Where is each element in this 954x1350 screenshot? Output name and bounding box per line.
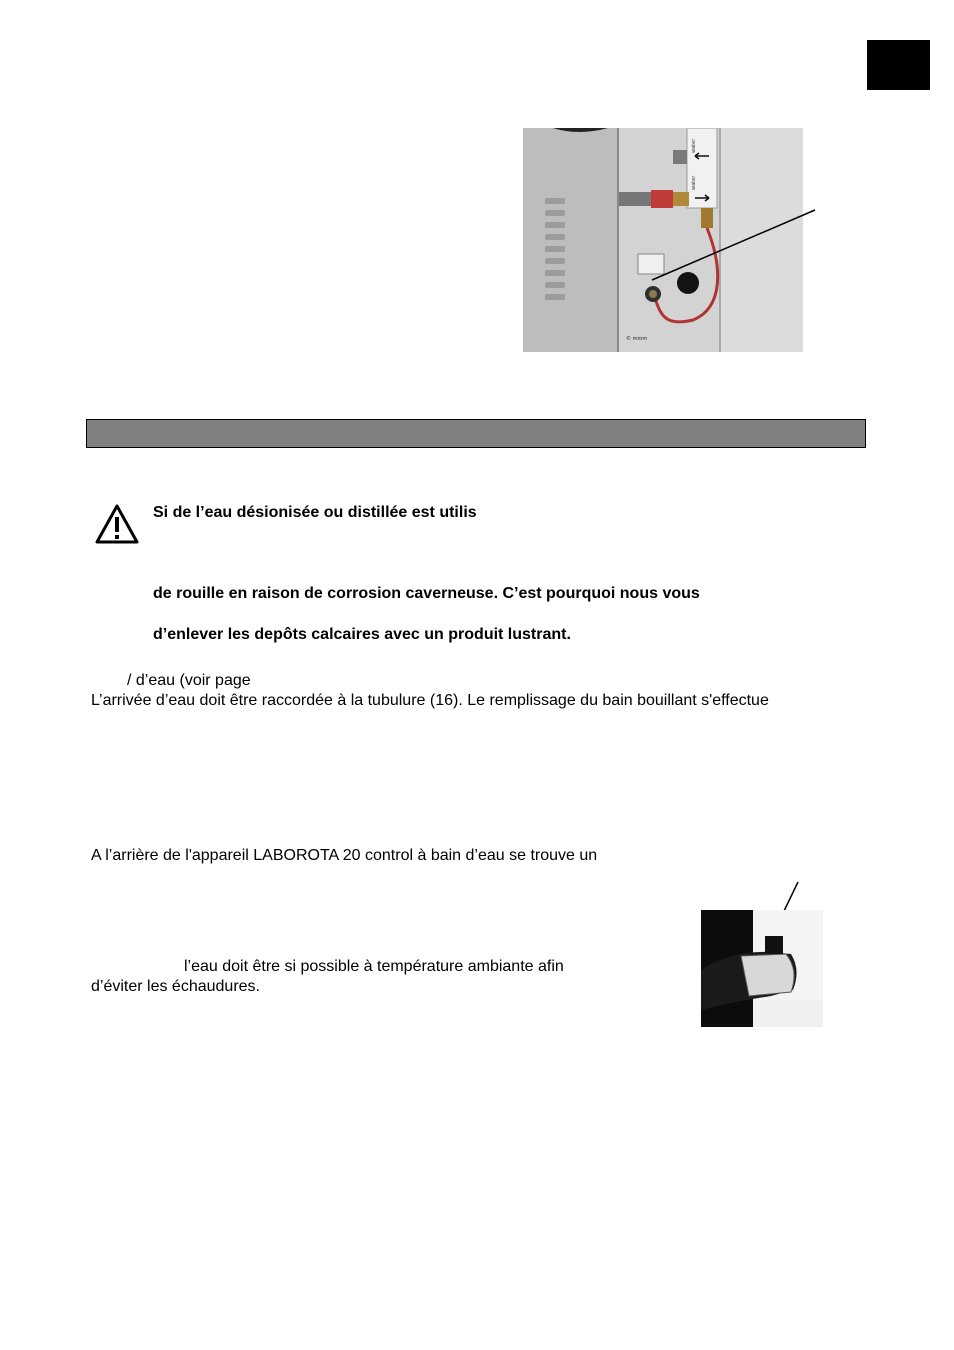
language-tab (867, 40, 930, 90)
water-ref-fragment: / d’eau (voir page (127, 672, 251, 689)
rear-paragraph-line-1: A l’arrière de l'appareil LABOROTA 20 control à bain d’eau se trouve un (91, 847, 598, 864)
warning-line-1: Si de l’eau désionisée ou distillée est utilis (153, 504, 477, 521)
water-supply-paragraph: L’arrivée d’eau doit être raccordée à la tubulure (16). Le remplissage du bain bouillant s'effectue (91, 692, 769, 709)
warning-triangle-icon (94, 503, 140, 545)
rear-panel-photo (523, 128, 803, 352)
warning-line-2: de rouille en raison de corrosion caverneuse. C’est pourquoi nous vous (153, 585, 700, 602)
section-header-bar (86, 419, 866, 448)
rear-paragraph-line-3: d’éviter les échaudures. (91, 978, 260, 995)
warning-line-3: d’enlever les depôts calcaires avec un produit lustrant. (153, 626, 571, 643)
svg-text:© mmm: © mmm (626, 336, 648, 342)
water-label-b: water (691, 175, 697, 190)
rear-paragraph-line-2: l’eau doit être si possible à température ambiante afin (184, 958, 564, 975)
overflow-connector-photo (701, 910, 823, 1027)
water-label-a: water (691, 138, 697, 153)
